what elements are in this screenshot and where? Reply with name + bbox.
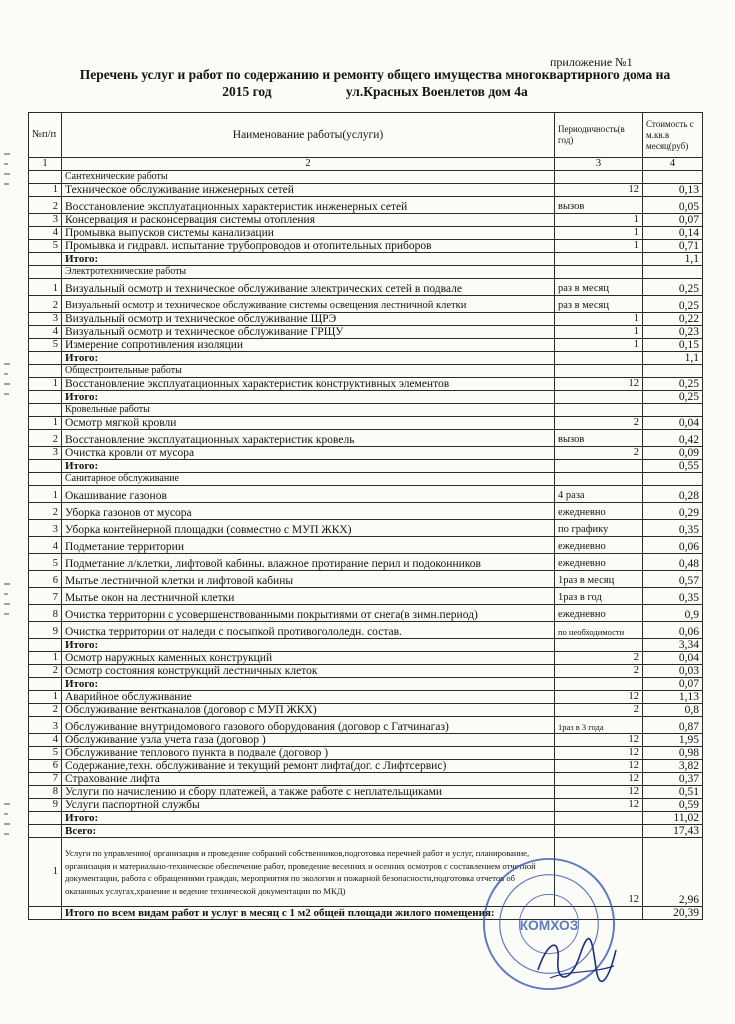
table-row xyxy=(29,227,703,240)
table-row xyxy=(29,537,703,554)
col-header-name: Наименование работы(услуги) xyxy=(62,113,555,158)
row-number: 2 xyxy=(29,503,62,520)
subtotal-value: 0,55 xyxy=(643,460,703,473)
col-number: 1 xyxy=(29,158,62,171)
service-period: ежедневно xyxy=(555,537,643,554)
section-row xyxy=(29,473,703,486)
cost-cell xyxy=(643,266,703,279)
col-header-period: Периодичность(в год) xyxy=(555,113,643,158)
period-cell xyxy=(555,678,643,691)
subtotal-row xyxy=(29,812,703,825)
service-name: Осмотр мягкой кровли xyxy=(62,417,555,430)
service-cost: 0,8 xyxy=(643,704,703,717)
period-cell xyxy=(555,352,643,365)
service-cost: 0,06 xyxy=(643,622,703,639)
service-period: 1 xyxy=(555,227,643,240)
section-title: Санитарное обслуживание xyxy=(62,473,555,486)
subtotal-row xyxy=(29,253,703,266)
table-row xyxy=(29,704,703,717)
row-number: 3 xyxy=(29,447,62,460)
table-header-row xyxy=(29,113,703,158)
service-period: 12 xyxy=(555,378,643,391)
service-name: Услуги по начислению и сбору платежей, а также работе с неплательщиками xyxy=(62,786,555,799)
service-period: раз в месяц xyxy=(555,296,643,313)
service-period: 1 xyxy=(555,326,643,339)
table-row xyxy=(29,760,703,773)
service-period: вызов xyxy=(555,430,643,447)
title-year: 2015 год xyxy=(222,84,272,99)
col-header-num: №п/п xyxy=(29,113,62,158)
subtotal-value: 1,1 xyxy=(643,253,703,266)
service-period: вызов xyxy=(555,197,643,214)
service-name: Страхование лифта xyxy=(62,773,555,786)
row-number: 1 xyxy=(29,838,62,907)
service-cost: 0,05 xyxy=(643,197,703,214)
row-num-cell xyxy=(29,266,62,279)
service-cost: 0,37 xyxy=(643,773,703,786)
service-cost: 0,04 xyxy=(643,652,703,665)
service-name: Консервация и расконсервация системы отопления xyxy=(62,214,555,227)
row-number: 6 xyxy=(29,571,62,588)
scan-mark-icon xyxy=(2,800,12,840)
col-header-cost: Стоимость с м.кв.в месяц(руб) xyxy=(643,113,703,158)
stamp-text: КОМХОЗ xyxy=(519,917,579,933)
period-cell xyxy=(555,812,643,825)
section-title: Сантехнические работы xyxy=(62,171,555,184)
table-row xyxy=(29,734,703,747)
col-number: 4 xyxy=(643,158,703,171)
subtotal-label: Итого: xyxy=(62,253,555,266)
table-row xyxy=(29,486,703,503)
service-cost: 0,04 xyxy=(643,417,703,430)
service-cost: 0,28 xyxy=(643,486,703,503)
table-row xyxy=(29,214,703,227)
service-period: 2 xyxy=(555,447,643,460)
row-number: 1 xyxy=(29,279,62,296)
table-row xyxy=(29,747,703,760)
table-row xyxy=(29,665,703,678)
table-row xyxy=(29,197,703,214)
subtotal-row xyxy=(29,678,703,691)
period-cell xyxy=(555,365,643,378)
subtotal-label: Итого: xyxy=(62,812,555,825)
service-name: Визуальный осмотр и техническое обслуживание ЩРЭ xyxy=(62,313,555,326)
service-period: 12 xyxy=(555,799,643,812)
service-cost: 0,15 xyxy=(643,339,703,352)
table-row xyxy=(29,296,703,313)
service-cost: 0,71 xyxy=(643,240,703,253)
row-number: 3 xyxy=(29,717,62,734)
row-number: 9 xyxy=(29,622,62,639)
cost-cell xyxy=(643,365,703,378)
row-num-cell xyxy=(29,473,62,486)
service-name: Обслуживание теплового пункта в подвале (договор ) xyxy=(62,747,555,760)
row-number: 8 xyxy=(29,786,62,799)
table-row xyxy=(29,554,703,571)
grand-total-value: 20,39 xyxy=(643,907,703,920)
service-period: 12 xyxy=(555,747,643,760)
row-num-cell xyxy=(29,825,62,838)
row-number: 4 xyxy=(29,227,62,240)
service-name: Обслуживание узла учета газа (договор ) xyxy=(62,734,555,747)
section-title: Общестроительные работы xyxy=(62,365,555,378)
row-number: 2 xyxy=(29,296,62,313)
service-cost: 0,57 xyxy=(643,571,703,588)
row-num-cell xyxy=(29,812,62,825)
service-period: 12 xyxy=(555,760,643,773)
section-row xyxy=(29,404,703,417)
cost-cell xyxy=(643,404,703,417)
title-address: ул.Красных Военлетов дом 4а xyxy=(345,84,528,99)
service-name: Восстановление эксплуатационных характеристик конструктивных элементов xyxy=(62,378,555,391)
table-row xyxy=(29,652,703,665)
service-cost: 0,14 xyxy=(643,227,703,240)
service-period: 12 xyxy=(555,734,643,747)
service-period: ежедневно xyxy=(555,554,643,571)
table-row xyxy=(29,240,703,253)
row-num-cell xyxy=(29,365,62,378)
service-period: 12 xyxy=(555,184,643,197)
service-period: 1 xyxy=(555,240,643,253)
section-row xyxy=(29,266,703,279)
period-cell xyxy=(555,171,643,184)
subtotal-row xyxy=(29,352,703,365)
service-name: Визуальный осмотр и техническое обслуживание электрических сетей в подвале xyxy=(62,279,555,296)
subtotal-value: 0,25 xyxy=(643,391,703,404)
service-name: Очистка кровли от мусора xyxy=(62,447,555,460)
table-row xyxy=(29,326,703,339)
period-cell xyxy=(555,266,643,279)
table-row xyxy=(29,417,703,430)
service-cost: 0,29 xyxy=(643,503,703,520)
table-row xyxy=(29,520,703,537)
subtotal-row xyxy=(29,825,703,838)
period-cell xyxy=(555,404,643,417)
service-period: ежедневно xyxy=(555,605,643,622)
subtotal-label: Итого: xyxy=(62,391,555,404)
subtotal-label: Итого: xyxy=(62,678,555,691)
subtotal-value: 1,1 xyxy=(643,352,703,365)
services-table xyxy=(28,112,703,920)
subtotal-value: 17,43 xyxy=(643,825,703,838)
row-num-cell xyxy=(29,253,62,266)
row-number: 1 xyxy=(29,184,62,197)
row-number: 9 xyxy=(29,799,62,812)
row-number: 8 xyxy=(29,605,62,622)
service-name: Осмотр состояния конструкций лестничных клеток xyxy=(62,665,555,678)
subtotal-label: Всего: xyxy=(62,825,555,838)
row-num-cell xyxy=(29,404,62,417)
row-number: 3 xyxy=(29,313,62,326)
subtotal-value: 11,02 xyxy=(643,812,703,825)
service-period: раз в месяц xyxy=(555,279,643,296)
cost-cell xyxy=(643,171,703,184)
service-period: по необходимости xyxy=(555,622,643,639)
column-number-row xyxy=(29,158,703,171)
row-number: 2 xyxy=(29,704,62,717)
table-row xyxy=(29,691,703,704)
table-row xyxy=(29,588,703,605)
row-number: 3 xyxy=(29,520,62,537)
subtotal-row xyxy=(29,639,703,652)
row-number: 2 xyxy=(29,430,62,447)
service-name: Очистка территории с усовершенствованными покрытиями от снега(в зимн.период) xyxy=(62,605,555,622)
row-number: 5 xyxy=(29,554,62,571)
service-period: 12 xyxy=(555,773,643,786)
service-name: Измерение сопротивления изоляции xyxy=(62,339,555,352)
table-row xyxy=(29,184,703,197)
service-period: 2 xyxy=(555,417,643,430)
table-row xyxy=(29,717,703,734)
row-num-cell xyxy=(29,678,62,691)
service-period: 1 xyxy=(555,313,643,326)
table-row xyxy=(29,313,703,326)
subtotal-label: Итого: xyxy=(62,639,555,652)
table-row xyxy=(29,430,703,447)
table-row xyxy=(29,279,703,296)
service-cost: 1,95 xyxy=(643,734,703,747)
service-cost: 0,22 xyxy=(643,313,703,326)
row-number: 5 xyxy=(29,339,62,352)
table-row xyxy=(29,571,703,588)
service-period: 1 xyxy=(555,339,643,352)
period-cell xyxy=(555,473,643,486)
row-number: 4 xyxy=(29,537,62,554)
row-num-cell xyxy=(29,460,62,473)
row-number: 1 xyxy=(29,486,62,503)
service-name: Визуальный осмотр и техническое обслуживание системы освещения лестничной клетки xyxy=(62,296,555,313)
service-cost: 2,96 xyxy=(643,838,703,907)
service-period: по графику xyxy=(555,520,643,537)
scan-mark-icon xyxy=(2,150,12,190)
service-cost: 0,07 xyxy=(643,214,703,227)
section-row xyxy=(29,365,703,378)
service-name: Окашивание газонов xyxy=(62,486,555,503)
service-period: 2 xyxy=(555,704,643,717)
row-number: 5 xyxy=(29,240,62,253)
service-cost: 0,03 xyxy=(643,665,703,678)
title-line-2 xyxy=(40,83,710,100)
section-title: Кровельные работы xyxy=(62,404,555,417)
service-name: Очистка территории от наледи с посыпкой противогололедн. состав. xyxy=(62,622,555,639)
row-number: 6 xyxy=(29,760,62,773)
period-cell xyxy=(555,253,643,266)
service-period: 1раз в месяц xyxy=(555,571,643,588)
row-number: 1 xyxy=(29,652,62,665)
table-row xyxy=(29,378,703,391)
service-name: Техническое обслуживание инженерных сетей xyxy=(62,184,555,197)
service-cost: 0,25 xyxy=(643,279,703,296)
subtotal-value: 0,07 xyxy=(643,678,703,691)
section-title: Электротехнические работы xyxy=(62,266,555,279)
scan-mark-icon xyxy=(2,580,12,620)
table-row xyxy=(29,447,703,460)
service-cost: 0,87 xyxy=(643,717,703,734)
service-name: Осмотр наружных каменных конструкций xyxy=(62,652,555,665)
period-cell xyxy=(555,825,643,838)
service-cost: 0,23 xyxy=(643,326,703,339)
section-row xyxy=(29,171,703,184)
row-num-cell xyxy=(29,639,62,652)
service-cost: 0,51 xyxy=(643,786,703,799)
period-cell xyxy=(555,391,643,404)
service-name: Аварийное обслуживание xyxy=(62,691,555,704)
row-number: 7 xyxy=(29,588,62,605)
service-cost: 1,13 xyxy=(643,691,703,704)
service-cost: 0,35 xyxy=(643,520,703,537)
service-period: 12 xyxy=(555,786,643,799)
row-number: 4 xyxy=(29,326,62,339)
row-num-cell xyxy=(29,391,62,404)
service-name: Уборка контейнерной площадки (совместно с МУП ЖКХ) xyxy=(62,520,555,537)
service-period: 1раз в год xyxy=(555,588,643,605)
service-cost: 0,13 xyxy=(643,184,703,197)
service-name: Подметание л/клетки, лифтовой кабины. влажное протирание перил и подоконников xyxy=(62,554,555,571)
row-number: 2 xyxy=(29,197,62,214)
appendix-label: приложение №1 xyxy=(550,55,633,69)
document-title xyxy=(40,66,710,100)
row-number: 1 xyxy=(29,378,62,391)
service-name: Восстановление эксплуатационных характеристик инженерных сетей xyxy=(62,197,555,214)
service-cost: 0,09 xyxy=(643,447,703,460)
table-row xyxy=(29,339,703,352)
row-num-cell xyxy=(29,171,62,184)
period-cell xyxy=(555,639,643,652)
service-cost: 0,42 xyxy=(643,430,703,447)
service-period: 2 xyxy=(555,652,643,665)
grand-total-label: Итого по всем видам работ и услуг в месяц с 1 м2 общей площади жилого помещения: xyxy=(62,907,643,920)
service-name: Мытье лестничной клетки и лифтовой кабины xyxy=(62,571,555,588)
row-number: 7 xyxy=(29,773,62,786)
service-name: Промывка и гидравл. испытание трубопроводов и отопительных приборов xyxy=(62,240,555,253)
subtotal-value: 3,34 xyxy=(643,639,703,652)
service-period: 1 xyxy=(555,214,643,227)
service-name: Подметание территории xyxy=(62,537,555,554)
service-cost: 0,06 xyxy=(643,537,703,554)
row-number: 1 xyxy=(29,417,62,430)
col-number: 3 xyxy=(555,158,643,171)
service-cost: 0,9 xyxy=(643,605,703,622)
row-number: 1 xyxy=(29,691,62,704)
subtotal-label: Итого: xyxy=(62,352,555,365)
cost-cell xyxy=(643,473,703,486)
service-name: Мытье окон на лестничной клетки xyxy=(62,588,555,605)
row-number: 4 xyxy=(29,734,62,747)
service-name: Промывка выпусков системы канализации xyxy=(62,227,555,240)
service-cost: 0,25 xyxy=(643,378,703,391)
service-name: Уборка газонов от мусора xyxy=(62,503,555,520)
table-row xyxy=(29,773,703,786)
row-number: 3 xyxy=(29,214,62,227)
col-number: 2 xyxy=(62,158,555,171)
signature-icon xyxy=(530,930,620,990)
service-name: Восстановление эксплуатационных характеристик кровель xyxy=(62,430,555,447)
service-period: 12 xyxy=(555,838,643,907)
service-name: Визуальный осмотр и техническое обслуживание ГРЩУ xyxy=(62,326,555,339)
service-name: Услуги по управлению( организация и проведение собраний собственников,подготовка перечней работ и услуг, планирование, организация и материально-техническое обеспечение работ, проведение весенних и осенних осмотров с составлением отчетной документации, работа с обращениями граждан, мероприятия по экологии и пожарной безопасности,подготовка отчетов об оказанных услугах,хранение и ведение технической документации по МКД) xyxy=(62,838,555,907)
service-cost: 3,82 xyxy=(643,760,703,773)
row-number: 2 xyxy=(29,665,62,678)
service-cost: 0,35 xyxy=(643,588,703,605)
table-row xyxy=(29,503,703,520)
subtotal-row xyxy=(29,460,703,473)
title-line-1: Перечень услуг и работ по содержанию и ремонту общего имущества многоквартирного дома на xyxy=(79,67,671,82)
service-name: Услуги паспортной службы xyxy=(62,799,555,812)
service-cost: 0,48 xyxy=(643,554,703,571)
service-cost: 0,25 xyxy=(643,296,703,313)
service-period: 12 xyxy=(555,691,643,704)
service-cost: 0,98 xyxy=(643,747,703,760)
scan-mark-icon xyxy=(2,360,12,400)
row-num-cell xyxy=(29,907,62,920)
table-row xyxy=(29,622,703,639)
table-row xyxy=(29,799,703,812)
subtotal-label: Итого: xyxy=(62,460,555,473)
period-cell xyxy=(555,460,643,473)
service-cost: 0,59 xyxy=(643,799,703,812)
service-name: Обслуживание вентканалов (договор с МУП ЖКХ) xyxy=(62,704,555,717)
subtotal-row xyxy=(29,391,703,404)
service-period: ежедневно xyxy=(555,503,643,520)
service-period: 2 xyxy=(555,665,643,678)
row-num-cell xyxy=(29,352,62,365)
row-number: 5 xyxy=(29,747,62,760)
service-name: Содержание,техн. обслуживание и текущий ремонт лифта(дог. с Лифтсервис) xyxy=(62,760,555,773)
table-row xyxy=(29,786,703,799)
service-period: 4 раза xyxy=(555,486,643,503)
service-period: 1раз в 3 года xyxy=(555,717,643,734)
service-name: Обслуживание внутридомового газового оборудования (договор с Гатчинагаз) xyxy=(62,717,555,734)
table-row xyxy=(29,605,703,622)
